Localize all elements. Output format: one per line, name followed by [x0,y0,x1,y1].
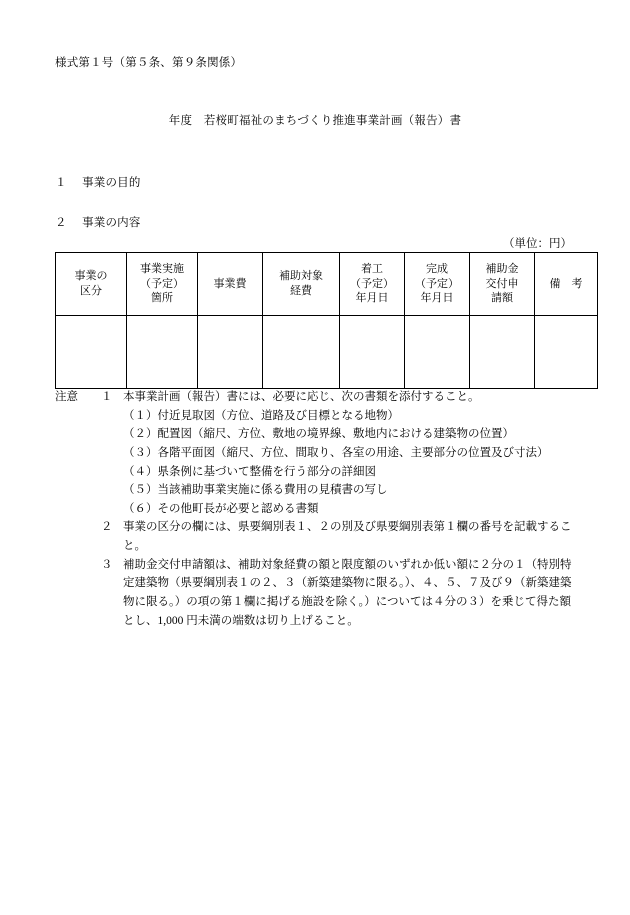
note-1-sub-list [123,407,580,519]
note-2-text: 事業の区分の欄には、県要綱別表１、２の別及び県要綱別表第１欄の番号を記載すること。 [123,521,572,552]
table-cell-subsidy-application-amount[interactable] [470,316,535,389]
table-header-cell-cost: 事業費 [198,253,263,316]
note-1-sub-item-2: （２）配置図（縮尺、方位、敷地の境界線、敷地内における建築物の位置） [123,428,514,441]
note-1-sub-item-5: （５）当該補助事業実施に係る費用の見積書の写し [123,484,388,497]
note-3-body [123,556,580,631]
notes-block [55,388,580,630]
note-1-text: 本事業計画（報告）書には、必要に応じ、次の書類を添付すること。 [123,391,480,403]
note-1-sub-item-6: （６）その他町長が必要と認める書類 [123,502,319,515]
table-header-cell-completion-date: 完成 （予定） 年月日 [405,253,470,316]
note-1-sub-item-3: （３）各階平面図（縮尺、方位、間取り、各室の用途、主要部分の位置及び寸法） [123,446,549,459]
note-1-sub-item-1: （１）付近見取図（方位、道路及び目標となる地物） [123,409,399,422]
form-number: 様式第１号（第５条、第９条関係） [55,57,243,69]
section-2-number: ２ [55,217,67,229]
table-header-cell-subsidy-application-amount: 補助金 交付申 請額 [470,253,535,316]
table-header-cell-business-category: 事業の 区分 [56,253,127,316]
table-header-cell-location: 事業実施 （予定） 箇所 [127,253,198,316]
section-1-label: 事業の目的 [82,177,141,189]
table-cell-subsidy-target-expense[interactable] [263,316,340,389]
table-row [56,316,598,389]
note-2-number: ２ [101,521,113,534]
note-2-body [123,518,580,555]
business-contents-table [55,252,598,389]
section-heading-contents [55,214,141,230]
notes-label: 注意 [55,391,78,403]
table-cell-business-category[interactable] [56,316,127,389]
section-2-label: 事業の内容 [82,217,141,229]
page-title: 年度 若桜町福祉のまちづくり推進事業計画（報告）書 [168,115,462,127]
table-header-row [56,253,598,316]
note-3-number: ３ [101,558,113,571]
note-3-text: 補助金交付申請額は、補助対象経費の額と限度額のいずれか低い額に２分の１（特別特定建築物（県要綱別表１の２、３（新築建築物に限る。）、４、５、７及び９（新築建築物に限る。）の項の第１欄に掲げる施設を除く。）については４分の３）を乗じて得た額とし、1,000 円未満の端数は切り上げること。 [123,558,572,627]
table-header-cell-remarks: 備 考 [535,253,598,316]
note-1-number: １ [101,391,113,403]
table-cell-start-date[interactable] [340,316,405,389]
table-cell-remarks[interactable] [535,316,598,389]
note-item-2 [55,518,580,555]
note-1-sub-item-4: （４）県条例に基づいて整備を行う部分の詳細図 [123,465,376,478]
table-cell-cost[interactable] [198,316,263,389]
unit-note: （単位：円） [503,238,572,250]
note-1-body [123,388,580,407]
note-item-3 [55,556,580,631]
section-1-number: １ [55,177,67,189]
note-item-1 [55,388,580,407]
table-header-cell-start-date: 着工 （予定） 年月日 [340,253,405,316]
section-heading-purpose [55,174,141,190]
table-cell-completion-date[interactable] [405,316,470,389]
table-header-cell-subsidy-target-expense: 補助対象 経費 [263,253,340,316]
table-cell-location[interactable] [127,316,198,389]
